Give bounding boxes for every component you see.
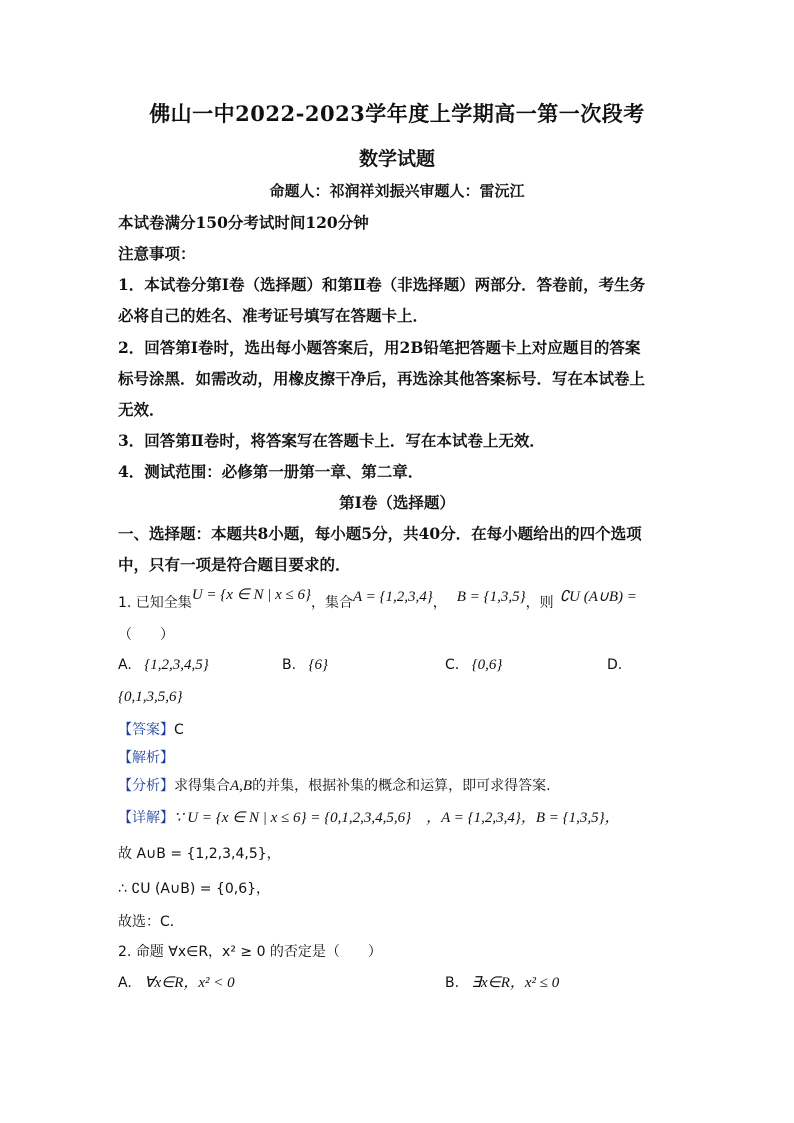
option-label: B. [282,657,297,673]
option-value: {0,6} [471,657,503,673]
q1-option-d-value [118,689,183,706]
notice-2b: 标号涂黑．如需改动，用橡皮擦干净后，再选涂其他答案标号．写在本试卷上 [118,369,646,388]
fenxi-text-a: 求得集合 [174,778,230,794]
q1-mid2: ，则 [525,595,554,611]
option-value: {0,1,3,5,6} [118,689,183,705]
notice-2c: 无效． [118,400,165,419]
option-value: ∃x∈R，x² ≤ 0 [471,975,560,991]
q1-option-c [445,657,502,674]
analysis-tag: 【解析】 [118,750,174,766]
q1-mid1: ，集合 [311,595,354,611]
section-heading: 第Ⅰ卷（选择题） [339,493,455,512]
authors-line: 命题人：祁润祥刘振兴审题人：雷沅江 [269,182,525,200]
detail-tag: 【详解】 [118,810,174,826]
q1-fenxi [118,775,551,795]
answer-value: C [174,722,184,738]
option-value: ∀x∈R，x² < 0 [144,975,235,991]
option-value: {6} [308,657,329,673]
q1-sep: ， [432,595,447,611]
q1-set-u: U = {x ∈ N | x ≤ 6} [191,587,312,603]
section-intro-a: 一、选择题：本题共8小题，每小题5分，共40分．在每小题给出的四个选项 [118,524,642,543]
option-label: B. [445,975,460,991]
q1-detail-4: 故选：C． [118,914,184,930]
score-time-line: 本试卷满分150分考试时间120分钟 [118,213,369,232]
option-label: A. [118,657,132,673]
q1-detail-1 [118,806,620,827]
q1-option-d-label: D. [607,657,623,673]
q1-detail-2: 故 A∪B = {1,2,3,4,5}， [118,846,281,862]
q1-detail-3: ∴ ∁U (A∪B) = {0,6}， [118,881,271,897]
section-intro-b: 中，只有一项是符合题目要求的． [118,555,351,574]
option-label: A. [118,975,132,991]
q1-answer [118,719,184,739]
page-title: 佛山一中2022-2023学年度上学期高一第一次段考 [149,101,645,126]
notice-1a: 1．本试卷分第Ⅰ卷（选择题）和第Ⅱ卷（非选择题）两部分．答卷前，考生务 [118,275,646,294]
option-value: {1,2,3,4,5} [144,657,209,673]
q1-stem [118,587,637,612]
notice-2a: 2．回答第Ⅰ卷时，选出每小题答案后，用2B铅笔把答题卡上对应题目的答案 [118,338,641,357]
q1-prefix: 1. 已知全集 [118,595,192,611]
q2-option-a [118,971,235,992]
fenxi-tag: 【分析】 [118,778,174,794]
notice-title: 注意事项： [118,244,196,263]
page-subtitle: 数学试题 [358,148,435,170]
detail-line-1: ∵ U = {x ∈ N | x ≤ 6} = {0,1,2,3,4,5,6} ，A = {1,2,3,4}，B = {1,3,5}， [174,810,620,826]
answer-tag: 【答案】 [118,722,174,738]
q2-stem: 2. 命题 ∀x∈R，x² ≥ 0 的否定是（ ） [118,944,382,960]
fenxi-text-b: 的并集，根据补集的概念和运算，即可求得答案. [252,778,551,794]
q2-option-b [445,971,559,992]
q1-set-b: B = {1,3,5} [456,589,526,605]
q1-option-b [282,657,328,674]
q1-set-a: A = {1,2,3,4} [353,589,433,605]
q1-option-a [118,657,209,674]
q1-analysis-tag [118,747,174,767]
option-label: C. [445,657,460,673]
notice-1b: 必将自己的姓名、准考证号填写在答题卡上． [118,306,429,325]
q1-paren: （ ） [118,627,174,643]
fenxi-math: A,B [230,778,253,794]
notice-3: 3．回答第Ⅱ卷时，将答案写在答题卡上．写在本试卷上无效． [118,431,545,450]
notice-4: 4．测试范围：必修第一册第一章、第二章． [118,462,424,481]
q1-expression: ∁U (A∪B) = [559,589,637,605]
